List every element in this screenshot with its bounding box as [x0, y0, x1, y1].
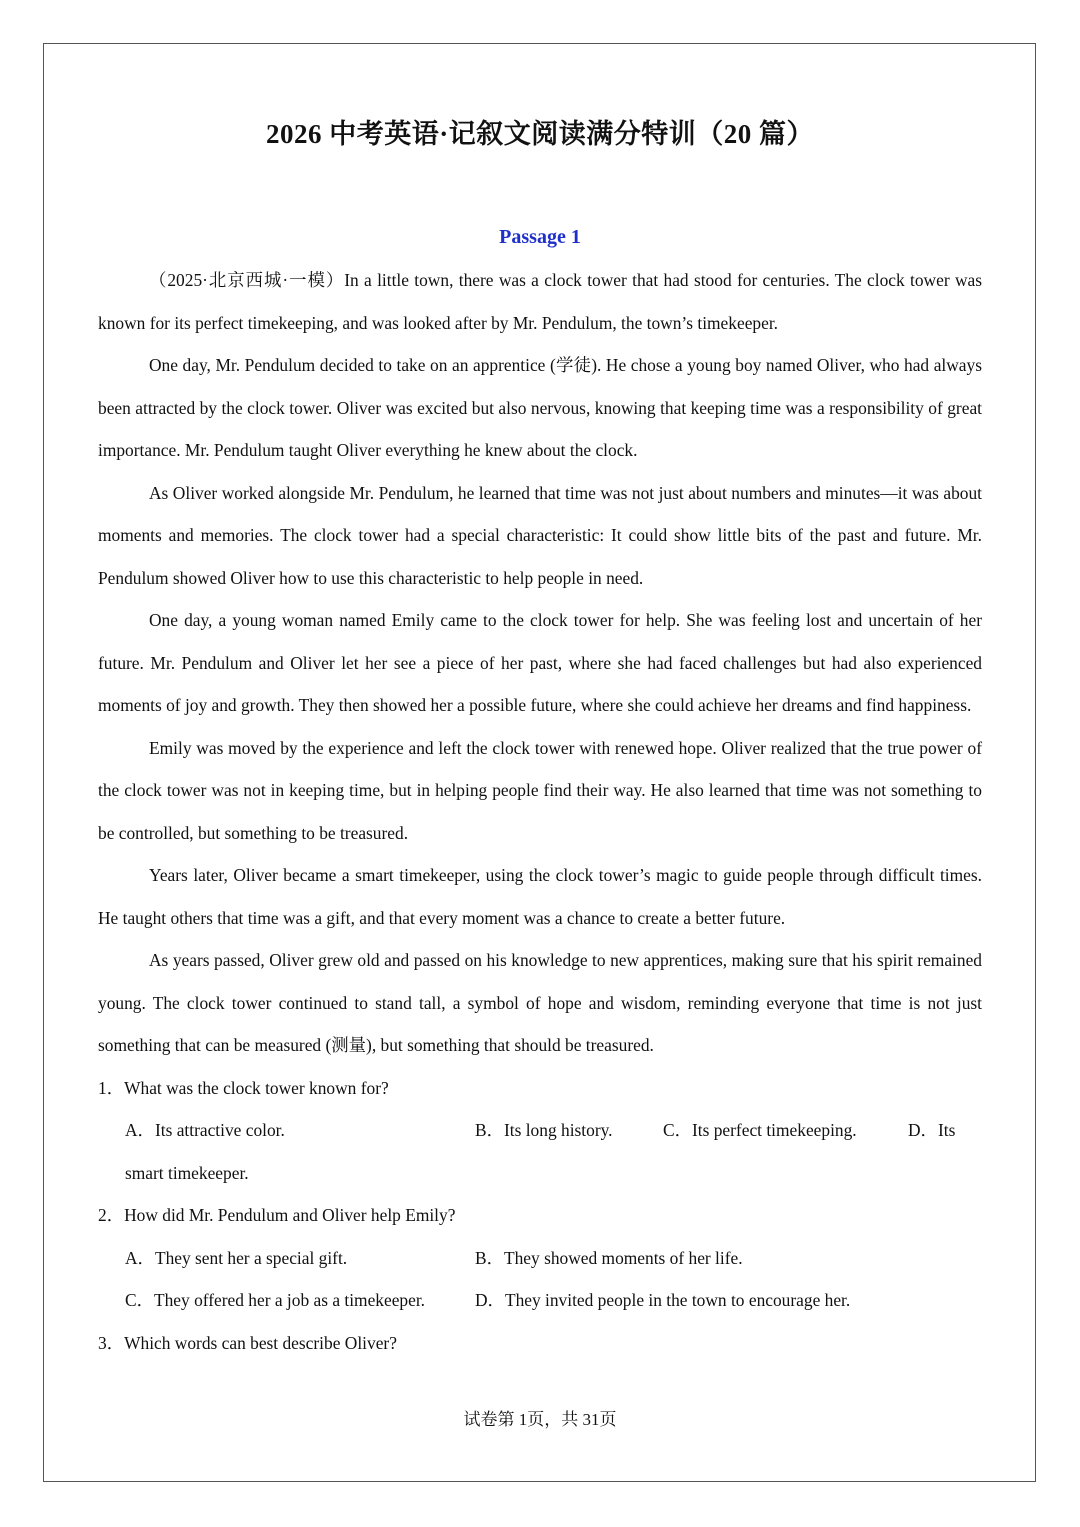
option-b: B．Its long history. [475, 1120, 613, 1140]
page-footer: 试卷第 1页，共 31页 [463, 1410, 617, 1429]
question-stem: 3．Which words can best describe Oliver? [98, 1332, 397, 1353]
paragraph: Emily was moved by the experience and left the clock tower with renewed hope. Oliver realized that the true power of the clock tower was not in keeping time, but in helping people find their way. He also learned that time was not something to be controlled, but something to be treasured. [98, 737, 982, 843]
question-options-continued [98, 1152, 982, 1195]
option-a: A．Its attractive color. [125, 1120, 285, 1140]
option-b: B．They showed moments of her life. [475, 1247, 743, 1268]
option-c: C．They offered her a job as a timekeeper. [125, 1290, 426, 1310]
paragraph: As Oliver worked alongside Mr. Pendulum, he learned that time was not just about numbers and minutes—it was about moments and memories. The clock tower had a special characteristic: It could show little bits of the past and future. Mr. Pendulum showed Oliver how to use this characteristic to help people in need. [98, 482, 982, 588]
paragraph: （2025·北京西城·一模）In a little town, there was a clock tower that had stood for centuries. The clock tower was known for its perfect timekeeping, and was looked after by Mr. Pendulum, the town’s timekeeper. [98, 270, 982, 333]
paragraph: As years passed, Oliver grew old and passed on his knowledge to new apprentices, making sure that his spirit remained young. The clock tower continued to stand tall, a symbol of hope and wisdom, reminding everyone that time is not just something that can be measured (测量), but something that should be treasured. [98, 950, 982, 1055]
question-stem: 1．What was the clock tower known for? [98, 1077, 389, 1098]
question-options [98, 1279, 982, 1322]
question-options [98, 1237, 982, 1280]
option-d: D．They invited people in the town to encourage her. [475, 1290, 851, 1310]
passage-body [98, 259, 982, 1364]
option-a: A．They sent her a special gift. [125, 1247, 348, 1268]
option-c: C．Its perfect timekeeping. [663, 1120, 857, 1140]
paragraph: One day, a young woman named Emily came to the clock tower for help. She was feeling lost and uncertain of her future. Mr. Pendulum and Oliver let her see a piece of her past, where she had faced challenges but had also experienced moments of joy and growth. They then showed her a possible future, where she could achieve her dreams and find happiness. [98, 610, 982, 715]
paragraph: One day, Mr. Pendulum decided to take on an apprentice (学徒). He chose a young boy named Oliver, who had always been attracted by the clock tower. Oliver was excited but also nervous, knowing that keeping time was a responsibility of great importance. Mr. Pendulum taught Oliver everything he knew about the clock. [98, 355, 982, 460]
option-d-continued: smart timekeeper. [125, 1162, 249, 1183]
passage-heading: Passage 1 [499, 226, 581, 248]
paragraph: Years later, Oliver became a smart timekeeper, using the clock tower’s magic to guide people through difficult times. He taught others that time was a gift, and that every moment was a chance to create a better future. [98, 865, 982, 928]
question-options [98, 1109, 982, 1152]
question-stem: 2．How did Mr. Pendulum and Oliver help Emily? [98, 1205, 456, 1225]
option-d: D．Its [908, 1120, 956, 1140]
document-title: 2026 中考英语·记叙文阅读满分特训（20 篇） [265, 119, 814, 149]
